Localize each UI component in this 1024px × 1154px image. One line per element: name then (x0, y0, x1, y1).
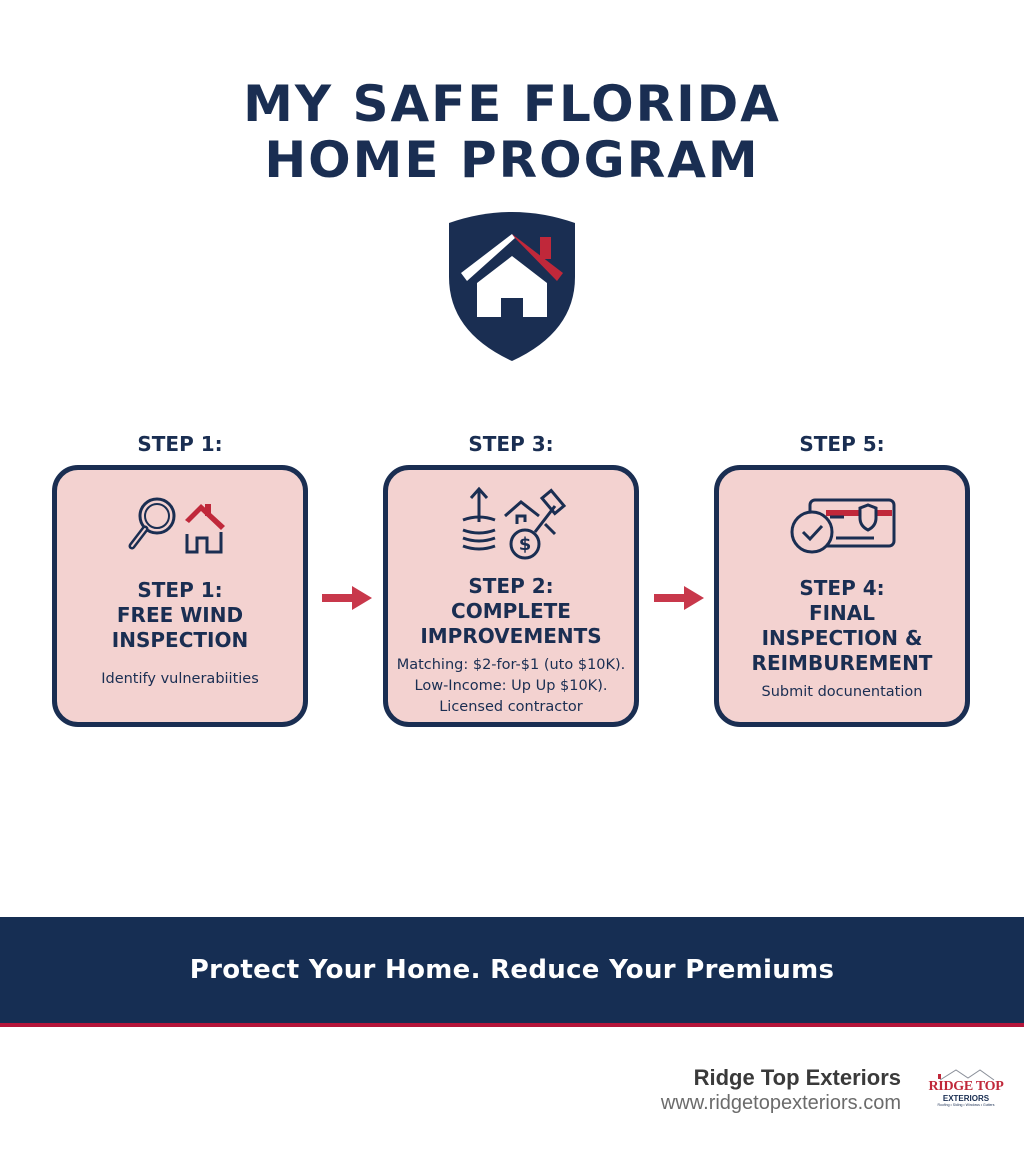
step-card-improvements (383, 465, 639, 727)
magnifier-house-icon (125, 492, 235, 560)
step-card-description: Matching: $2-for-$1 (uto $10K). Low-Income: Up Up $10K). Licensed contractor (396, 657, 626, 715)
company-website[interactable]: www.ridgetopexteriors.com (660, 1092, 901, 1114)
title-line-2: HOME PROGRAM (264, 131, 760, 189)
arrow-right-icon (652, 584, 706, 612)
step-card-heading: STEP 4: FINAL INSPECTION & REIMBUREMENT (751, 576, 933, 675)
logo-line-2: EXTERIORS (942, 1094, 990, 1103)
step-card-description: Submit docunentation (761, 684, 923, 700)
step-card-reimbursement (714, 465, 970, 727)
step-card-heading: STEP 1: FREE WIND INSPECTION (111, 578, 249, 652)
arrow-right-icon (320, 584, 374, 612)
shield-house-icon (441, 207, 583, 363)
coins-house-hammer-icon (455, 484, 567, 564)
company-logo (926, 1066, 1006, 1116)
company-info (661, 1065, 901, 1115)
logo-line-3: Roofing • Siding • Windows • Gutters (937, 1103, 995, 1107)
company-name: Ridge Top Exteriors (693, 1065, 901, 1090)
tagline-banner (0, 917, 1024, 1027)
step-card-description: Identify vulnerabiities (101, 671, 259, 687)
step-header-2: STEP 3: (468, 432, 554, 456)
step-header-1: STEP 1: (137, 432, 223, 456)
page-title (0, 76, 1024, 188)
svg-text:$: $ (518, 534, 532, 555)
title-line-1: MY SAFE FLORIDA (243, 75, 781, 133)
step-header-3: STEP 5: (799, 432, 885, 456)
step-card-inspection (52, 465, 308, 727)
tagline-text: Protect Your Home. Reduce Your Premiums (189, 955, 835, 985)
logo-line-1: RIDGE TOP (928, 1079, 1004, 1094)
checkmark-card-shield-icon (786, 496, 898, 556)
roofline-icon (926, 1066, 1006, 1082)
step-card-heading: STEP 2: COMPLETE IMPROVEMENTS (420, 574, 602, 648)
